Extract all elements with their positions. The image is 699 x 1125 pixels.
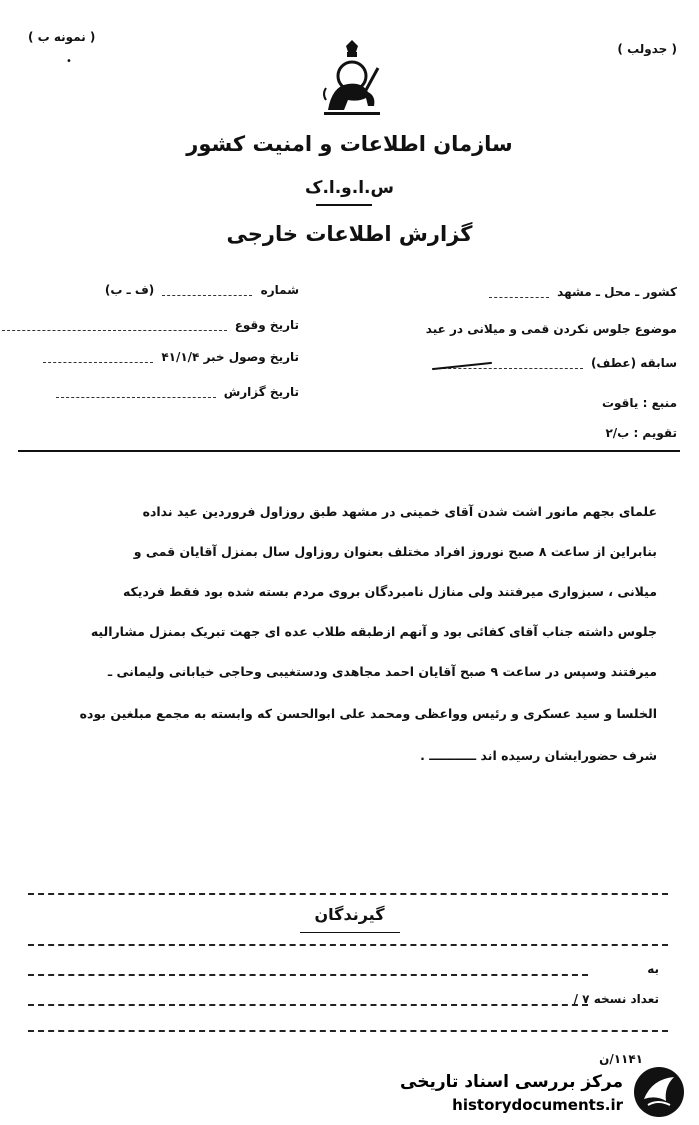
occurrence-date-dots [0, 320, 227, 331]
receipt-date-dots [43, 352, 153, 363]
topic-field [426, 322, 677, 336]
body-line-3: میلانی ، سبزواری میرفتند ولی منازل نامبردگان بروی مردم بسته شده بود فقط فردیکه [122, 584, 657, 599]
header-divider [18, 450, 680, 452]
occurrence-date-label: تاریخ وقوع [234, 318, 299, 332]
receipt-date-value: ۴۱/۱/۴ [161, 350, 200, 364]
receivers-title: گیرندگان [314, 905, 385, 924]
distribution-line-2 [28, 944, 668, 946]
report-title: گزارش اطلاعات خارجی [226, 222, 473, 246]
number-field [105, 283, 299, 297]
body-line-7: شرف حضورایشان رسیده اند ـــــــــــ . [420, 748, 657, 763]
evaluation-value: ب/۲ [605, 426, 630, 440]
body-line-6: الخلسا و سید عسکری و رئیس وواعظی ومحمد علی ابوالحسن که وابسته به مجمع مبلغین بوده [79, 706, 657, 721]
archive-logo-icon [630, 1065, 688, 1119]
distribution-line-5 [28, 1030, 668, 1032]
receipt-date-label: تاریخ وصول خبر [203, 350, 299, 364]
report-date-field [52, 385, 299, 399]
form-type-right: ( جدولب ) [617, 42, 677, 56]
body-line-1: علمای بجهم مانور اشت شدن آقای خمینی در مشهد طبق روزاول فروردین عید نداده [142, 504, 657, 519]
number-label: شماره [260, 283, 299, 297]
record-field [429, 356, 677, 370]
location-label: کشور ـ محل ـ مشهد [557, 285, 677, 299]
evaluation-label: تقویم : [633, 426, 677, 440]
document-reference: ۱۱۴۱/ن [599, 1052, 643, 1066]
to-label: به [647, 962, 659, 976]
location-dots [489, 287, 549, 298]
organization-code: س.ا.و.ا.ک [305, 178, 394, 198]
source-value: یاقوت [601, 396, 639, 410]
topic-value: جلوس نکردن قمی و میلانی در عید [425, 322, 631, 336]
ink-dot: • [66, 56, 72, 67]
number-dots [162, 285, 252, 296]
record-label: سابقه (عطف) [590, 356, 677, 370]
occurrence-date-field [0, 318, 299, 332]
organization-name: سازمان اطلاعات و امنیت کشور [186, 132, 513, 156]
receivers-underline [300, 932, 400, 933]
watermark-url: historydocuments.ir [452, 1096, 623, 1114]
distribution-line-4 [28, 1004, 588, 1006]
lion-sun-emblem-icon [318, 40, 386, 122]
source-field [602, 396, 677, 410]
report-date-dots [56, 387, 216, 398]
copies-field [574, 992, 659, 1006]
evaluation-field [605, 426, 677, 440]
body-line-5: میرفتند وسپس در ساعت ۹ صبح آقایان احمد مجاهدی ودستغیبی وحاجی خیابانی ولیمانی ـ [107, 664, 657, 679]
location-field [485, 285, 677, 299]
distribution-line-1 [28, 893, 668, 895]
distribution-line-3 [28, 974, 588, 976]
receipt-date-field [39, 350, 299, 364]
number-value: (ف ـ ب) [104, 283, 155, 297]
body-line-2: بنابراین از ساعت ۸ صبح نوروز افراد مختلف بعنوان روزاول سال بمنزل آقایان قمی و [133, 544, 657, 559]
form-type-left: ( نمونه ب ) [28, 30, 96, 44]
watermark-title: مرکز بررسی اسناد تاریخی [400, 1072, 623, 1092]
copies-label: تعداد نسخه [593, 992, 659, 1006]
report-date-label: تاریخ گزارش [223, 385, 299, 399]
source-label: منبع : [642, 396, 677, 410]
code-underline [316, 204, 372, 206]
topic-label: موضوع [634, 322, 677, 336]
copies-value: ۷ / [573, 992, 590, 1006]
body-line-4: جلوس داشته جناب آقای کفائی بود و آنهم ازطبقه طلاب عده ای جهت تبریک بمنزل مشارالیه [90, 624, 657, 639]
